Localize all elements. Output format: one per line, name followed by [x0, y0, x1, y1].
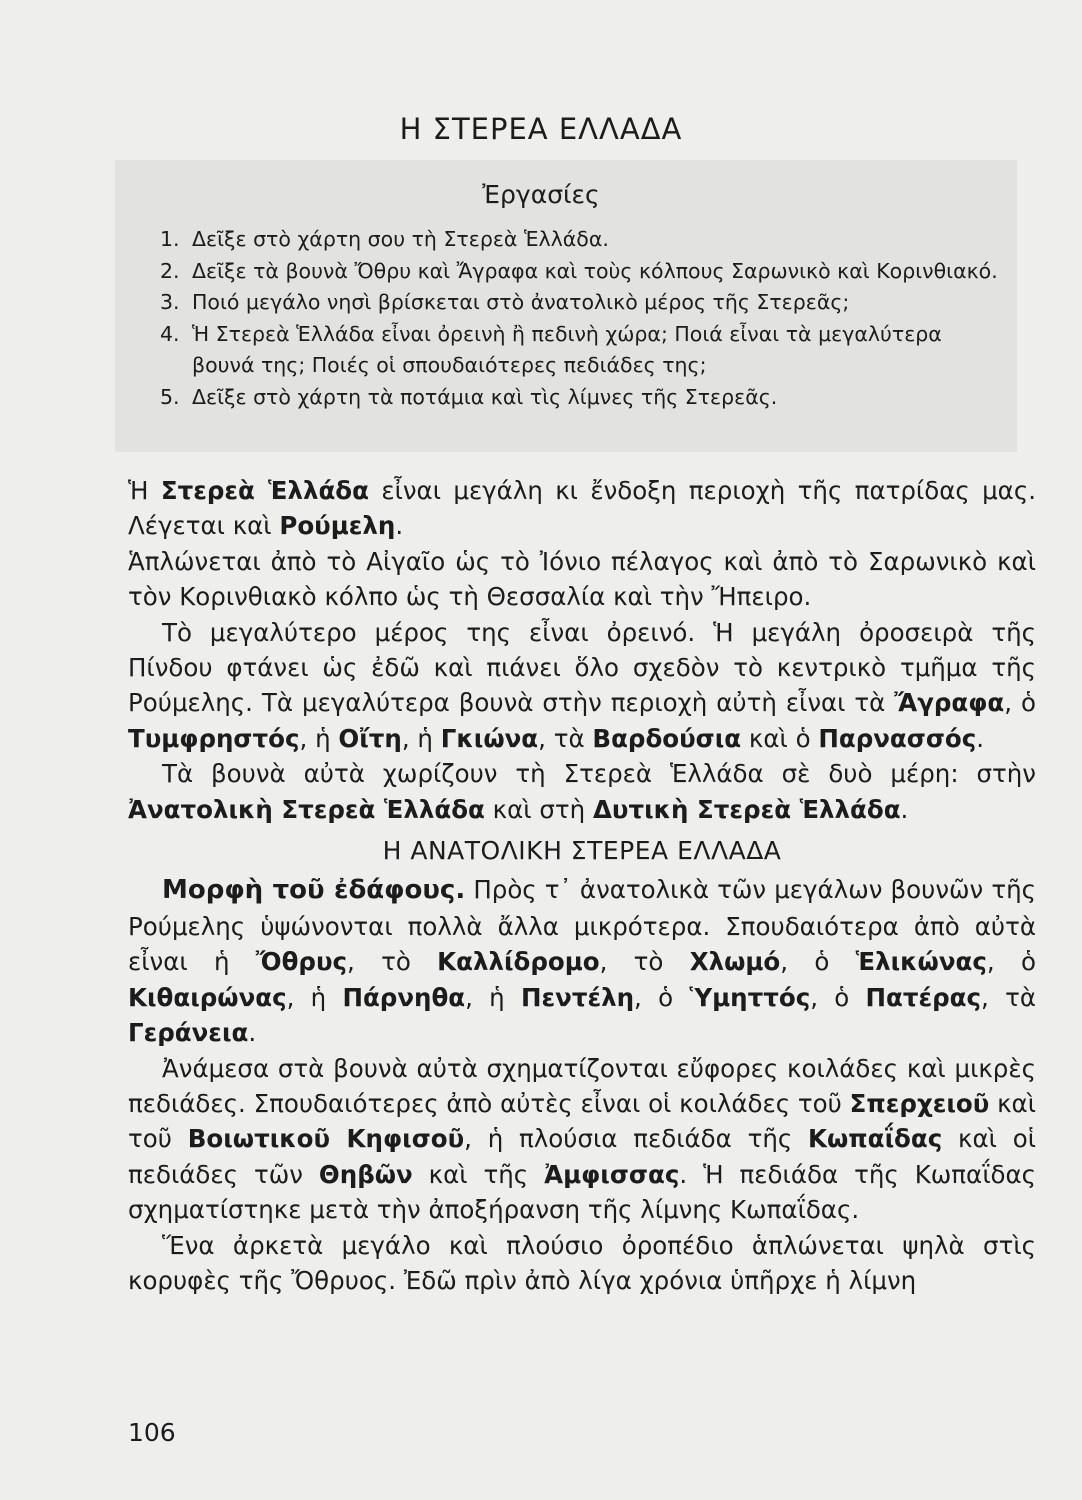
exercise-number: 2.	[160, 258, 180, 283]
exercise-number: 5.	[160, 384, 180, 409]
bold-term: Βαρδούσια	[592, 723, 742, 753]
exercise-text: Ἡ Στερεὰ Ἑλλάδα εἶναι ὀρεινὴ ἢ πεδινὴ χώρα; Ποιά εἶναι τὰ μεγαλύτερα βουνά της; Ποιές οἱ σπουδαιότερες πεδιάδες της;	[192, 321, 942, 377]
body-text	[128, 473, 1036, 1298]
text-run: Τὰ βουνὰ αὐτὰ χωρίζουν τὴ Στερεὰ Ἑλλάδα σὲ δυὸ μέρη: στὴν	[162, 759, 1036, 789]
text-run: καὶ τῆς	[412, 1159, 545, 1189]
text-run: .	[248, 1018, 257, 1048]
bold-term: Βοιωτικοῦ Κηφισοῦ	[187, 1124, 465, 1154]
page-number: 106	[128, 1418, 176, 1447]
bold-term: Ἀνατολικὴ Στερεὰ Ἑλλάδα	[128, 794, 485, 824]
bold-term: Πάρνηθα	[342, 982, 466, 1012]
text-run: καὶ στὴ	[484, 794, 593, 824]
text-run: , ὁ	[780, 947, 856, 977]
text-run: καὶ τοῦ	[128, 1088, 1036, 1154]
text-run: , τὸ	[347, 947, 438, 977]
bold-term: Ρούμελη	[279, 511, 396, 541]
text-run: .	[976, 723, 985, 753]
text-run: , ὁ	[634, 982, 690, 1012]
exercise-number: 1.	[160, 227, 180, 251]
text-run: , ἡ	[286, 982, 343, 1012]
bold-term: Καλλίδρομο	[437, 947, 600, 977]
bold-term: Γεράνεια	[128, 1018, 249, 1048]
exercise-text: Δεῖξε στὸ χάρτη σου τὴ Στερεὰ Ἑλλάδα.	[192, 227, 609, 251]
text-run: , τὰ	[538, 723, 593, 753]
section-paragraph-2	[128, 1051, 1036, 1228]
exercise-text: Ποιό μεγάλο νησὶ βρίσκεται στὸ ἀνατολικὸ μέρος τῆς Στερεᾶς;	[192, 290, 850, 314]
exercise-text: Δεῖξε τὰ βουνὰ Ὄθρυ καὶ Ἄγραφα καὶ τοὺς κόλπους Σαρωνικὸ καὶ Κορινθιακό.	[192, 258, 998, 283]
text-run: , τὰ	[981, 982, 1036, 1012]
exercise-list	[160, 224, 1000, 413]
text-run: . Ἡ πεδιάδα τῆς Κωπαΐδας σχηματίστηκε μετὰ τὴν ἀποξήρανση τῆς λίμνης Κωπαΐδας.	[128, 1159, 1037, 1225]
text-run: , ἡ	[299, 723, 339, 753]
section-title: Η ΑΝΑΤΟΛΙΚΗ ΣΤΕΡΕΑ ΕΛΛΑΔΑ	[382, 836, 782, 866]
exercise-item-4	[160, 319, 1000, 382]
exercises-heading: Ἐργασίες	[482, 180, 600, 209]
exercise-item-5	[160, 382, 1000, 414]
text-run: , ἡ	[401, 723, 441, 753]
bold-term: Ἑλικώνας	[855, 947, 987, 977]
text-run: Τὸ μεγαλύτερο μέρος της εἶναι ὀρεινό. Ἡ μεγάλη ὀροσειρὰ τῆς Πίνδου φτάνει ὡς ἐδῶ καὶ πιάνει ὅλο σχεδὸν τὸ κεντρικὸ τμῆμα τῆς Ρούμελης. Τὰ μεγαλύτερα βουνὰ στὴν περιοχὴ αὐτὴ εἶναι τὰ	[128, 617, 1036, 718]
exercise-number: 4.	[160, 321, 180, 346]
text-run: , ὁ	[1004, 688, 1036, 718]
bold-term: Ὑμηττός	[689, 982, 811, 1012]
text-run: Πρὸς τ᾽ ἀνατολικὰ τῶν μεγάλων βουνῶν τῆς Ρούμελης ὑψώνονται πολλὰ ἄλλα μικρότερα. Σπουδαιότερα ἀπὸ αὐτὰ εἶναι ἡ	[128, 875, 1036, 977]
section-paragraph-3: Ἕνα ἀρκετὰ μεγάλο καὶ πλούσιο ὀροπέδιο ἁπλώνεται ψηλὰ στὶς κορυφὲς τῆς Ὄθρυος. Ἐδῶ πρὶν ἀπὸ λίγα χρόνια ὑπῆρχε ἡ λίμνη	[128, 1230, 1036, 1295]
bold-term: Ἄγραφα	[894, 688, 1005, 718]
text-run: Ἡ	[128, 476, 161, 505]
text-run: .	[395, 511, 404, 541]
bold-term: Θηβῶν	[318, 1159, 413, 1189]
text-run: , τὸ	[599, 947, 690, 977]
intro-paragraph-4	[128, 756, 1036, 827]
exercise-item-1	[160, 224, 1000, 256]
text-run: .	[900, 794, 909, 824]
bold-term: Τυμφρηστός	[128, 723, 300, 753]
text-run: , ὁ	[986, 947, 1036, 977]
intro-paragraph-1	[128, 473, 1036, 544]
bold-term: Πατέρας	[865, 982, 982, 1012]
bold-term: Σπερχειοῦ	[849, 1088, 990, 1118]
text-run: , ὁ	[810, 982, 866, 1012]
bold-term: Ὄθρυς	[255, 947, 348, 977]
intro-paragraph-2: Ἁπλώνεται ἀπὸ τὸ Αἰγαῖο ὡς τὸ Ἰόνιο πέλαγος καὶ ἀπὸ τὸ Σαρωνικὸ καὶ τὸν Κορινθιακὸ κόλπο ὡς τὴ Θεσσαλία καὶ τὴν Ἤπειρο.	[128, 546, 1036, 612]
bold-term: Στερεὰ Ἑλλάδα	[160, 476, 369, 505]
bold-term: Πεντέλη	[520, 982, 635, 1012]
bold-term: Κωπαΐδας	[808, 1124, 943, 1154]
bold-term: Γκιώνα	[440, 723, 539, 753]
bold-term: Οἴτη	[338, 723, 402, 753]
exercise-number: 3.	[160, 290, 180, 314]
text-run: Ἀνάμεσα στὰ βουνὰ αὐτὰ σχηματίζονται εὔφορες κοιλάδες καὶ μικρὲς πεδιάδες. Σπουδαιότερες ἀπὸ αὐτὲς εἶναι οἱ κοιλάδες τοῦ	[128, 1053, 1036, 1118]
text-run: καὶ οἱ πεδιάδες τῶν	[128, 1124, 1036, 1189]
bold-term: Χλωμό	[689, 947, 781, 977]
exercise-item-3	[160, 287, 1000, 319]
bold-term: Κιθαιρώνας	[128, 982, 287, 1012]
bold-term: Ἀμφισσας	[544, 1159, 680, 1189]
text-run: καὶ ὁ	[741, 723, 819, 753]
exercise-item-2	[160, 256, 1000, 288]
bold-term: Παρνασσός	[818, 723, 977, 753]
bold-term: Δυτικὴ Στερεὰ Ἑλλάδα	[592, 794, 901, 824]
page-title: Η ΣΤΕΡΕΑ ΕΛΛΑΔΑ	[399, 112, 683, 146]
text-run: , ἡ πλούσια πεδιάδα τῆς	[464, 1124, 809, 1154]
paragraph-lead: Μορφὴ τοῦ ἐδάφους.	[162, 875, 466, 906]
intro-paragraph-3	[128, 615, 1036, 757]
text-run: εἶναι μεγάλη κι ἔνδοξη περιοχὴ τῆς πατρίδας μας. Λέγεται καὶ	[128, 476, 1037, 541]
exercise-text: Δεῖξε στὸ χάρτη τὰ ποτάμια καὶ τὶς λίμνες τῆς Στερεᾶς.	[192, 384, 778, 409]
text-run: , ἡ	[465, 982, 521, 1012]
section-paragraph-1	[128, 872, 1036, 1050]
